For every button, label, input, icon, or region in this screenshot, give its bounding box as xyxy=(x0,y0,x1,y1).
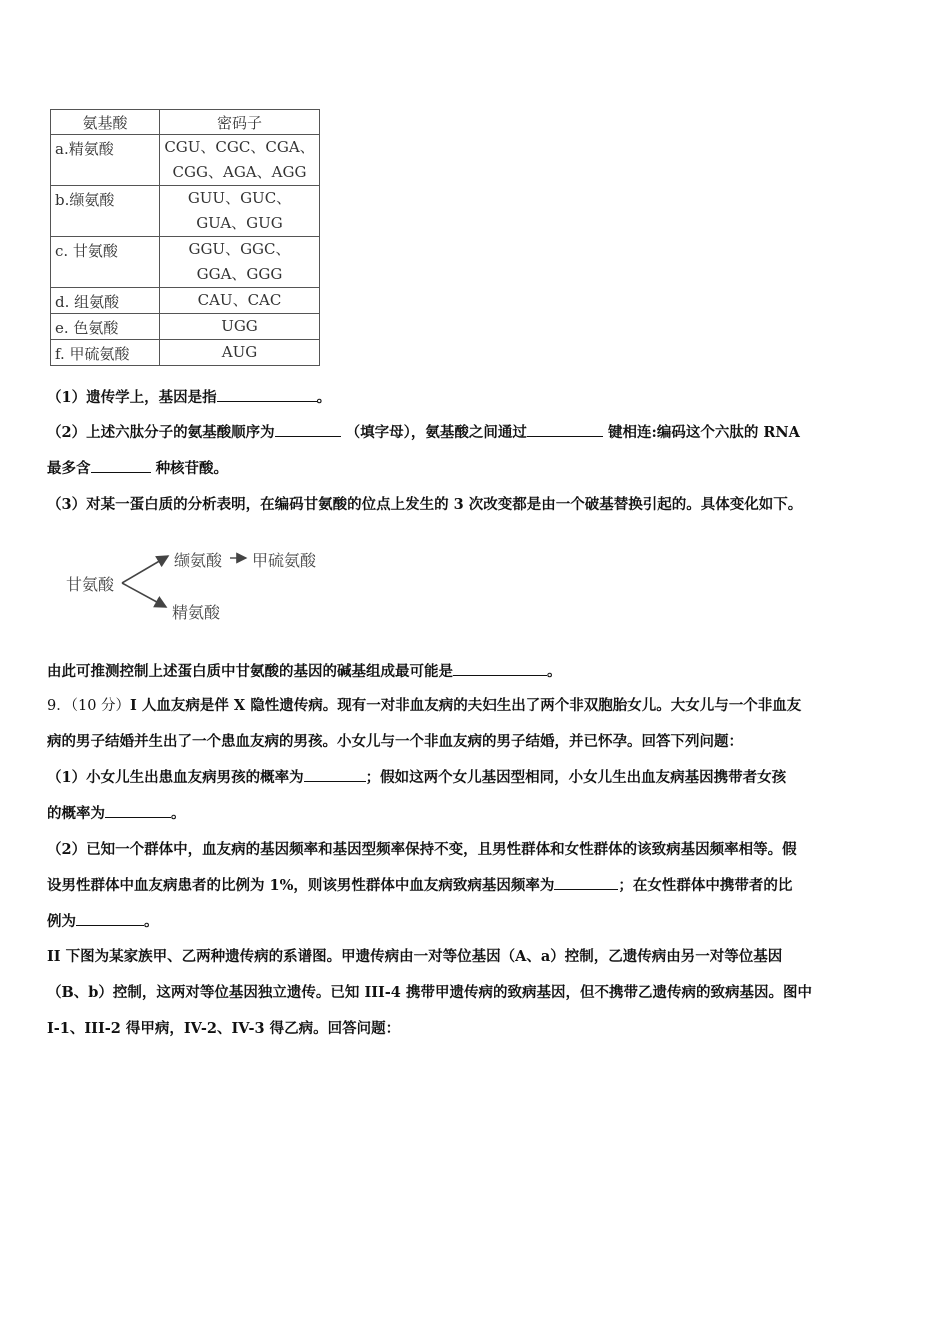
amino-acid-cell: a.精氨酸 xyxy=(51,135,160,186)
answer-blank[interactable] xyxy=(453,661,547,676)
amino-acid-cell: c. 甘氨酸 xyxy=(51,237,160,288)
table-header-row xyxy=(51,110,320,135)
answer-blank[interactable] xyxy=(275,422,341,437)
codon-cell: GUU、GUC、 GUA、GUG xyxy=(160,186,320,237)
table-row xyxy=(51,135,320,186)
q8-part1: （1）遗传学上，基因是指 。 xyxy=(47,389,332,406)
question-score: （10 分） xyxy=(70,698,131,714)
table-row xyxy=(51,237,320,288)
codon-cell: GGU、GGC、 GGA、GGG xyxy=(160,237,320,288)
q9-intro-line2: 病的男子结婚并生出了一个患血友病的男孩。小女儿与一个非血友病的男子结婚，并已怀孕。回答下列问题： xyxy=(47,733,743,750)
answer-blank[interactable] xyxy=(304,767,366,782)
codon-cell: UGG xyxy=(160,314,320,340)
amino-acid-cell: b.缬氨酸 xyxy=(51,186,160,237)
answer-blank[interactable] xyxy=(554,875,618,890)
header-codon: 密码子 xyxy=(160,110,320,135)
amino-acid-cell: f. 甲硫氨酸 xyxy=(51,340,160,366)
table-row xyxy=(51,186,320,237)
question-number: 9． xyxy=(47,698,71,714)
q9-part2-line1: （2）已知一个群体中，血友病的基因频率和基因型频率保持不变，且男性群体和女性群体的该致病基因频率相等。假 xyxy=(47,841,797,858)
q8-part2-line2: 最多含 种核苷酸。 xyxy=(47,460,229,477)
q9-part2-line2: 设男性群体中血友病患者的比例为 1%，则该男性群体中血友病致病基因频率为 ；在女性群体中携带者的比 xyxy=(47,877,793,894)
q8-part2-line1: （2）上述六肽分子的氨基酸顺序为 （填字母），氨基酸之间通过 键相连:编码这个六肽的 RNA xyxy=(47,424,800,441)
q9-part1-line2: 的概率为 。 xyxy=(47,805,186,822)
q9-part-ii-line1: II 下图为某家族甲、乙两种遗传病的系谱图。甲遗传病由一对等位基因（A、a）控制，乙遗传病由另一对等位基因 xyxy=(47,948,783,965)
upper-amino-acid: 缬氨酸 xyxy=(174,551,223,570)
codon-cell: AUG xyxy=(160,340,320,366)
answer-blank[interactable] xyxy=(91,458,151,473)
q9-part-ii-line2: （B、b）控制，这两对等位基因独立遗传。已知 III-4 携带甲遗传病的致病基因，但不携带乙遗传病的致病基因。图中 xyxy=(47,984,812,1001)
q9-part2-line3: 例为 。 xyxy=(47,913,159,930)
codon-cell: CAU、CAC xyxy=(160,288,320,314)
source-amino-acid: 甘氨酸 xyxy=(66,575,115,594)
q9-part1-line1: （1）小女儿生出患血友病男孩的概率为 ；假如这两个女儿基因型相同，小女儿生出血友病基因携带者女孩 xyxy=(47,769,787,786)
amino-acid-cell: d. 组氨酸 xyxy=(51,288,160,314)
q9-intro-line1: 9．（10 分）I 人血友病是伴 X 隐性遗传病。现有一对非血友病的夫妇生出了两个非双胞胎女儿。大女儿与一个非血友 xyxy=(47,697,802,714)
table-row xyxy=(51,340,320,366)
answer-blank[interactable] xyxy=(76,911,144,926)
mutation-diagram xyxy=(66,540,346,630)
answer-blank[interactable] xyxy=(105,803,171,818)
upper-next-amino-acid: 甲硫氨酸 xyxy=(252,551,317,570)
codon-table xyxy=(50,109,320,366)
q8-part3: （3）对某一蛋白质的分析表明，在编码甘氨酸的位点上发生的 3 次改变都是由一个破基替换引起的。具体变化如下。 xyxy=(47,496,803,513)
table-row xyxy=(51,314,320,340)
table-row xyxy=(51,288,320,314)
q9-part-ii-line3: I-1、III-2 得甲病，IV-2、IV-3 得乙病。回答问题： xyxy=(47,1020,401,1037)
answer-blank[interactable] xyxy=(527,422,603,437)
lower-amino-acid: 精氨酸 xyxy=(172,603,221,622)
q8-part4: 由此可推测控制上述蛋白质中甘氨酸的基因的碱基组成最可能是 。 xyxy=(47,663,562,680)
amino-acid-cell: e. 色氨酸 xyxy=(51,314,160,340)
answer-blank[interactable] xyxy=(217,387,317,402)
codon-cell: CGU、CGC、CGA、 CGG、AGA、AGG xyxy=(160,135,320,186)
header-amino-acid: 氨基酸 xyxy=(51,110,160,135)
